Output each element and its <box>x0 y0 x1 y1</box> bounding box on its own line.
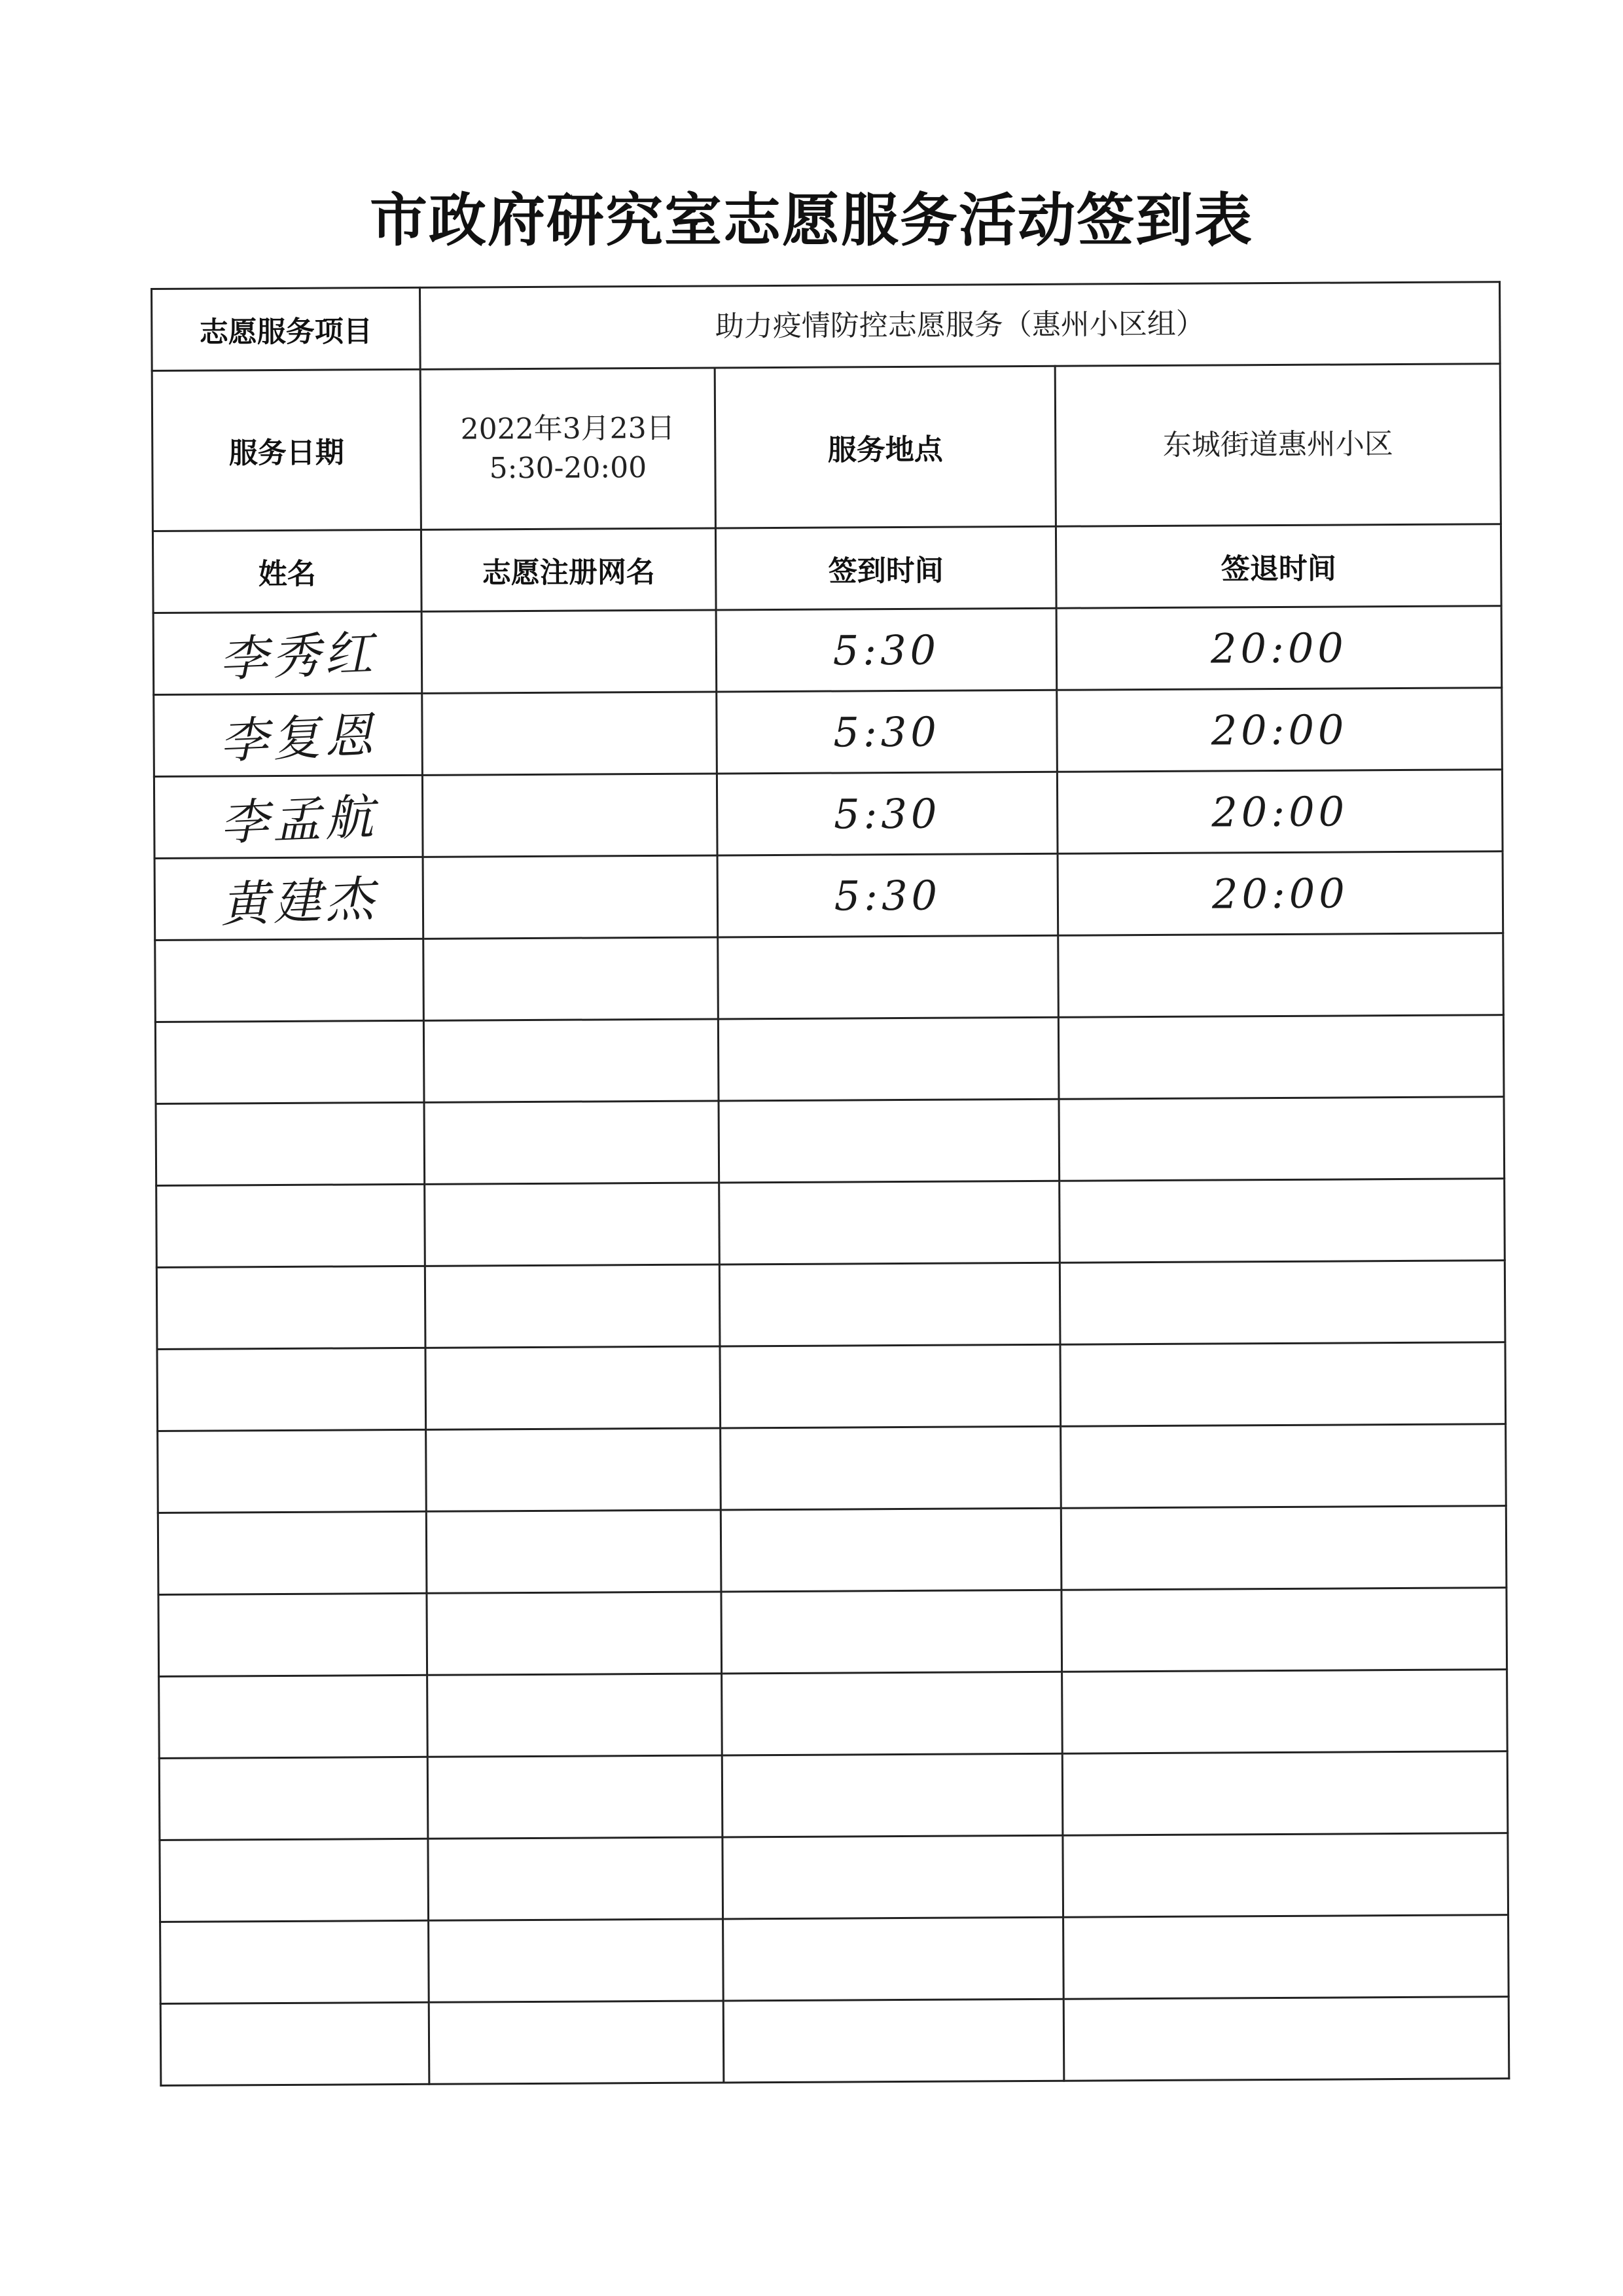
checkout-cell <box>1063 1915 1509 2000</box>
table-row <box>159 1751 1508 1840</box>
name-cell <box>155 1020 424 1103</box>
name-cell-text: 李复恩 <box>218 707 378 770</box>
checkout-cell-text: 20:00 <box>1211 869 1349 918</box>
checkin-cell <box>721 1508 1061 1592</box>
checkout-cell <box>1061 1506 1507 1590</box>
name-cell <box>160 1920 429 2003</box>
checkin-cell-text: 5:30 <box>833 708 940 757</box>
alias-cell <box>421 610 717 693</box>
table-row <box>156 1261 1505 1350</box>
project-value: 助力疫情防控志愿服务（惠州小区组） <box>420 282 1501 370</box>
table-row <box>160 1915 1509 2004</box>
checkout-cell <box>1063 1833 1508 1918</box>
checkout-cell <box>1056 606 1502 691</box>
name-cell <box>156 1184 425 1267</box>
alias-cell <box>422 774 717 857</box>
date-place-row <box>152 364 1501 531</box>
checkout-cell <box>1061 1424 1507 1509</box>
checkin-cell <box>722 1835 1063 1919</box>
name-cell-text: 李孟航 <box>219 789 378 852</box>
checkout-cell <box>1058 852 1503 936</box>
checkout-cell <box>1061 1588 1507 1672</box>
name-cell-text <box>283 1562 302 1563</box>
checkout-cell <box>1057 688 1503 772</box>
checkout-cell-text: 20:00 <box>1211 705 1348 755</box>
alias-cell <box>423 1019 719 1102</box>
table-row <box>160 1997 1509 2086</box>
checkout-cell <box>1058 1015 1504 1100</box>
name-cell <box>160 2002 429 2085</box>
name-cell-text <box>281 1235 300 1236</box>
alias-cell <box>425 1346 721 1429</box>
alias-cell <box>422 692 717 775</box>
name-cell <box>154 775 423 858</box>
name-cell <box>158 1593 427 1676</box>
project-row <box>152 282 1501 371</box>
alias-cell <box>427 1592 722 1675</box>
column-header-name: 姓名 <box>152 529 421 613</box>
checkout-cell <box>1063 1997 1509 2081</box>
name-cell-text: 李秀红 <box>218 625 378 689</box>
place-label: 服务地点 <box>715 366 1056 528</box>
name-cell-text <box>283 1726 303 1727</box>
name-cell <box>158 1511 427 1594</box>
checkin-cell <box>717 772 1058 855</box>
checkout-cell <box>1062 1751 1508 1836</box>
name-cell <box>153 611 422 694</box>
checkin-cell <box>716 608 1057 692</box>
name-cell <box>154 693 423 776</box>
table-row <box>154 852 1503 941</box>
name-cell-text <box>285 1971 304 1972</box>
checkin-cell <box>723 1999 1064 2083</box>
checkout-cell <box>1059 1097 1505 1181</box>
name-cell-text <box>280 1071 300 1072</box>
table-row <box>159 1670 1508 1759</box>
signin-sheet <box>151 281 1508 2068</box>
checkin-cell <box>719 1099 1060 1183</box>
name-cell <box>156 1102 425 1185</box>
name-cell-text <box>283 1644 302 1645</box>
checkin-cell <box>718 935 1059 1019</box>
alias-cell <box>425 1183 720 1266</box>
checkin-cell <box>721 1426 1061 1510</box>
checkout-cell <box>1060 1261 1505 1345</box>
table-row <box>156 1179 1505 1268</box>
checkin-cell <box>721 1590 1062 1674</box>
alias-cell <box>429 1919 724 2002</box>
alias-cell <box>423 855 718 939</box>
checkout-cell <box>1057 770 1503 854</box>
table-row <box>158 1506 1507 1595</box>
signin-table <box>151 281 1510 2087</box>
alias-cell <box>425 1265 720 1348</box>
date-label: 服务日期 <box>152 369 421 531</box>
date-value <box>420 368 715 529</box>
table-row <box>153 606 1502 695</box>
table-row <box>157 1342 1506 1431</box>
checkin-cell <box>722 1753 1063 1837</box>
checkout-cell <box>1062 1670 1508 1754</box>
name-cell-text <box>285 2053 305 2054</box>
alias-cell <box>426 1428 721 1511</box>
table-row <box>155 933 1504 1022</box>
checkin-cell <box>722 1672 1063 1755</box>
place-value: 东城街道惠州小区 <box>1055 364 1501 527</box>
alias-cell <box>427 1755 722 1839</box>
name-cell <box>156 1266 425 1349</box>
name-cell-text <box>281 1317 301 1318</box>
table-row <box>156 1097 1505 1186</box>
page-title: 市政府研究室志愿服务活动签到表 <box>369 187 1253 254</box>
column-header-checkin: 签到时间 <box>715 526 1056 610</box>
alias-cell <box>423 937 719 1020</box>
alias-cell <box>427 1674 722 1757</box>
name-cell-text <box>280 1153 300 1154</box>
checkin-cell <box>717 853 1058 937</box>
name-cell <box>159 1675 428 1758</box>
column-header-checkout: 签退时间 <box>1056 524 1501 609</box>
name-cell <box>160 1839 429 1922</box>
project-label: 志愿服务项目 <box>152 287 421 370</box>
alias-cell <box>424 1101 719 1184</box>
checkout-cell <box>1060 1342 1506 1427</box>
name-cell-text: 黄建杰 <box>219 870 379 934</box>
checkin-cell <box>720 1344 1061 1428</box>
table-row <box>155 1015 1504 1104</box>
name-cell <box>158 1429 427 1513</box>
name-cell <box>155 939 424 1022</box>
name-cell <box>154 857 423 940</box>
column-header-row <box>152 524 1501 613</box>
checkin-cell <box>719 1263 1060 1346</box>
name-cell-text <box>282 1480 302 1481</box>
table-row <box>160 1833 1508 1922</box>
checkin-cell-text: 5:30 <box>832 626 940 675</box>
checkout-cell <box>1058 933 1504 1018</box>
checkin-cell-text: 5:30 <box>833 789 941 838</box>
checkout-cell-text: 20:00 <box>1210 623 1347 673</box>
name-cell <box>157 1348 426 1431</box>
table-row <box>158 1424 1507 1513</box>
table-row <box>158 1588 1507 1677</box>
date-line-1: 2022年3月23日 <box>460 411 675 446</box>
alias-cell <box>426 1510 721 1593</box>
name-cell <box>159 1757 428 1840</box>
date-line-2: 5:30-20:00 <box>489 451 647 486</box>
checkin-cell <box>719 1181 1060 1265</box>
checkout-cell-text: 20:00 <box>1211 787 1349 836</box>
alias-cell <box>428 1837 723 1920</box>
column-header-alias: 志愿注册网名 <box>421 528 716 611</box>
alias-cell <box>429 2001 724 2084</box>
checkin-cell <box>717 690 1058 774</box>
table-row <box>154 770 1503 859</box>
checkin-cell <box>718 1017 1059 1101</box>
checkout-cell <box>1060 1179 1505 1263</box>
checkin-cell <box>723 1917 1064 2001</box>
table-row <box>154 688 1503 777</box>
checkin-cell-text: 5:30 <box>834 871 942 920</box>
